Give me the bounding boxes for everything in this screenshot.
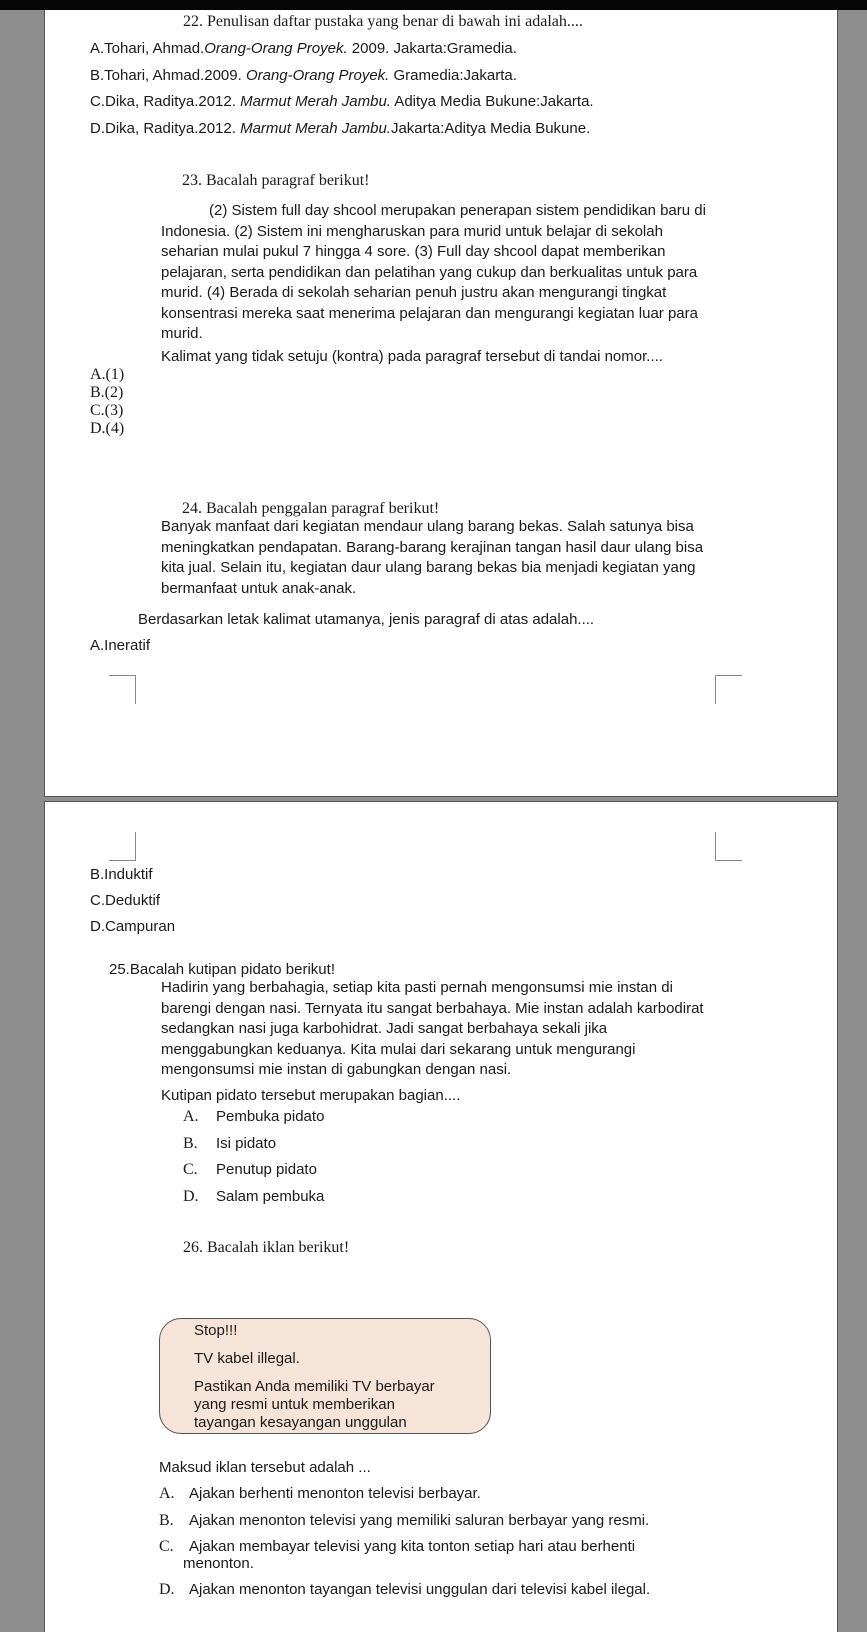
q25-option-b: B. Isi pidato bbox=[183, 1135, 277, 1152]
document-page-2 bbox=[44, 801, 838, 1632]
q23-option-d: D.(4) bbox=[90, 420, 125, 437]
ad-line-4: yang resmi untuk memberikan bbox=[194, 1396, 395, 1413]
advertisement-box bbox=[159, 1318, 491, 1434]
q24-option-c: C.Deduktif bbox=[90, 892, 161, 909]
q23-option-b: B.(2) bbox=[90, 384, 124, 401]
q24-option-d: D.Campuran bbox=[90, 918, 176, 935]
q25-question: 25.Bacalah kutipan pidato berikut! bbox=[109, 961, 335, 978]
ad-line-2: TV kabel illegal. bbox=[194, 1350, 300, 1367]
viewer-top-bar bbox=[0, 0, 867, 10]
q26-option-c: C. Ajakan membayar televisi yang kita tonton setiap hari atau berhenti bbox=[159, 1538, 636, 1555]
q23-prompt: Kalimat yang tidak setuju (kontra) pada paragraf tersebut di tandai nomor.... bbox=[161, 348, 663, 365]
q25-option-c: C. Penutup pidato bbox=[183, 1161, 317, 1178]
ad-line-1: Stop!!! bbox=[194, 1322, 238, 1339]
q23-option-a: A.(1) bbox=[90, 366, 125, 383]
q26-option-a: A. Ajakan berhenti menonton televisi berbayar. bbox=[159, 1485, 481, 1502]
q24-prompt: Berdasarkan letak kalimat utamanya, jenis paragraf di atas adalah.... bbox=[138, 611, 595, 628]
q26-option-d: D. Ajakan menonton tayangan televisi unggulan dari televisi kabel ilegal. bbox=[159, 1581, 651, 1598]
q26-option-b: B. Ajakan menonton televisi yang memiliki saluran berbayar yang resmi. bbox=[159, 1512, 650, 1529]
q24-paragraph: Banyak manfaat dari kegiatan mendaur ulang barang bekas. Salah satunya bisa meningkatkan pendapatan. Barang-barang kerajinan tangan hasil daur ulang bisa kita jual. Selain itu, kegiatan daur ulang barang bekas bia menjadi kegiatan yang bermanfaat untuk anak-anak. bbox=[161, 518, 704, 597]
ad-line-3: Pastikan Anda memiliki TV berbayar bbox=[194, 1378, 435, 1395]
q25-paragraph: Hadirin yang berbahagia, setiap kita pasti pernah mengonsumsi mie instan di barengi dengan nasi. Ternyata itu sangat berbahaya. Mie instan adalah karbodirat sedangkan nasi juga karbohidrat. Jadi sangat berbahaya sekali jika menggabungkan keduanya. Kita mulai dari sekarang untuk mengurangi mengonsumsi mie instan di gabungkan dengan nasi. bbox=[161, 979, 704, 1078]
q25-option-d: D. Salam pembuka bbox=[183, 1188, 325, 1205]
q25-prompt: Kutipan pidato tersebut merupakan bagian.... bbox=[161, 1087, 461, 1104]
q26-question: 26. Bacalah iklan berikut! bbox=[183, 1239, 350, 1256]
ad-line-5: tayangan kesayangan unggulan bbox=[194, 1414, 407, 1431]
q23-question: 23. Bacalah paragraf berikut! bbox=[182, 172, 370, 189]
q22-option-c: C.Dika, Raditya.2012. Marmut Merah Jambu. Aditya Media Bukune:Jakarta. bbox=[90, 93, 594, 110]
q23-option-c: C.(3) bbox=[90, 402, 124, 419]
crop-mark-bottom-right bbox=[715, 675, 742, 704]
crop-mark-top-left bbox=[109, 832, 136, 861]
q26-option-c-continued: menonton. bbox=[183, 1555, 254, 1572]
crop-mark-bottom-left bbox=[109, 675, 136, 704]
crop-mark-top-right bbox=[715, 832, 742, 861]
q24-question: 24. Bacalah penggalan paragraf berikut! bbox=[182, 500, 440, 517]
q22-question: 22. Penulisan daftar pustaka yang benar di bawah ini adalah.... bbox=[183, 13, 583, 30]
q26-prompt: Maksud iklan tersebut adalah ... bbox=[159, 1459, 371, 1476]
document-page-1 bbox=[44, 10, 838, 797]
q24-option-b: B.Induktif bbox=[90, 866, 153, 883]
q24-option-a: A.Ineratif bbox=[90, 637, 151, 654]
q22-option-d: D.Dika, Raditya.2012. Marmut Merah Jambu.Jakarta:Aditya Media Bukune. bbox=[90, 120, 591, 137]
q22-option-a: A.Tohari, Ahmad.Orang-Orang Proyek. 2009. Jakarta:Gramedia. bbox=[90, 40, 517, 57]
q23-paragraph: (2) Sistem full day shcool merupakan penerapan sistem pendidikan baru di Indonesia. (2) Sistem ini mengharuskan para murid untuk belajar di sekolah seharian mulai pukul 7 hingga 4 sore. (3) Full day shcool dapat memberikan pelajaran, serta pendidikan dan pelatihan yang cukup dan berkualitas untuk para murid. (4) Berada di sekolah seharian penuh justru akan mengurangi tingkat konsentrasi mereka saat menerima pelajaran dan mengurangi kegiatan luar para murid. bbox=[161, 202, 706, 342]
q25-option-a: A. Pembuka pidato bbox=[183, 1108, 325, 1125]
q22-option-b: B.Tohari, Ahmad.2009. Orang-Orang Proyek. Gramedia:Jakarta. bbox=[90, 67, 517, 84]
